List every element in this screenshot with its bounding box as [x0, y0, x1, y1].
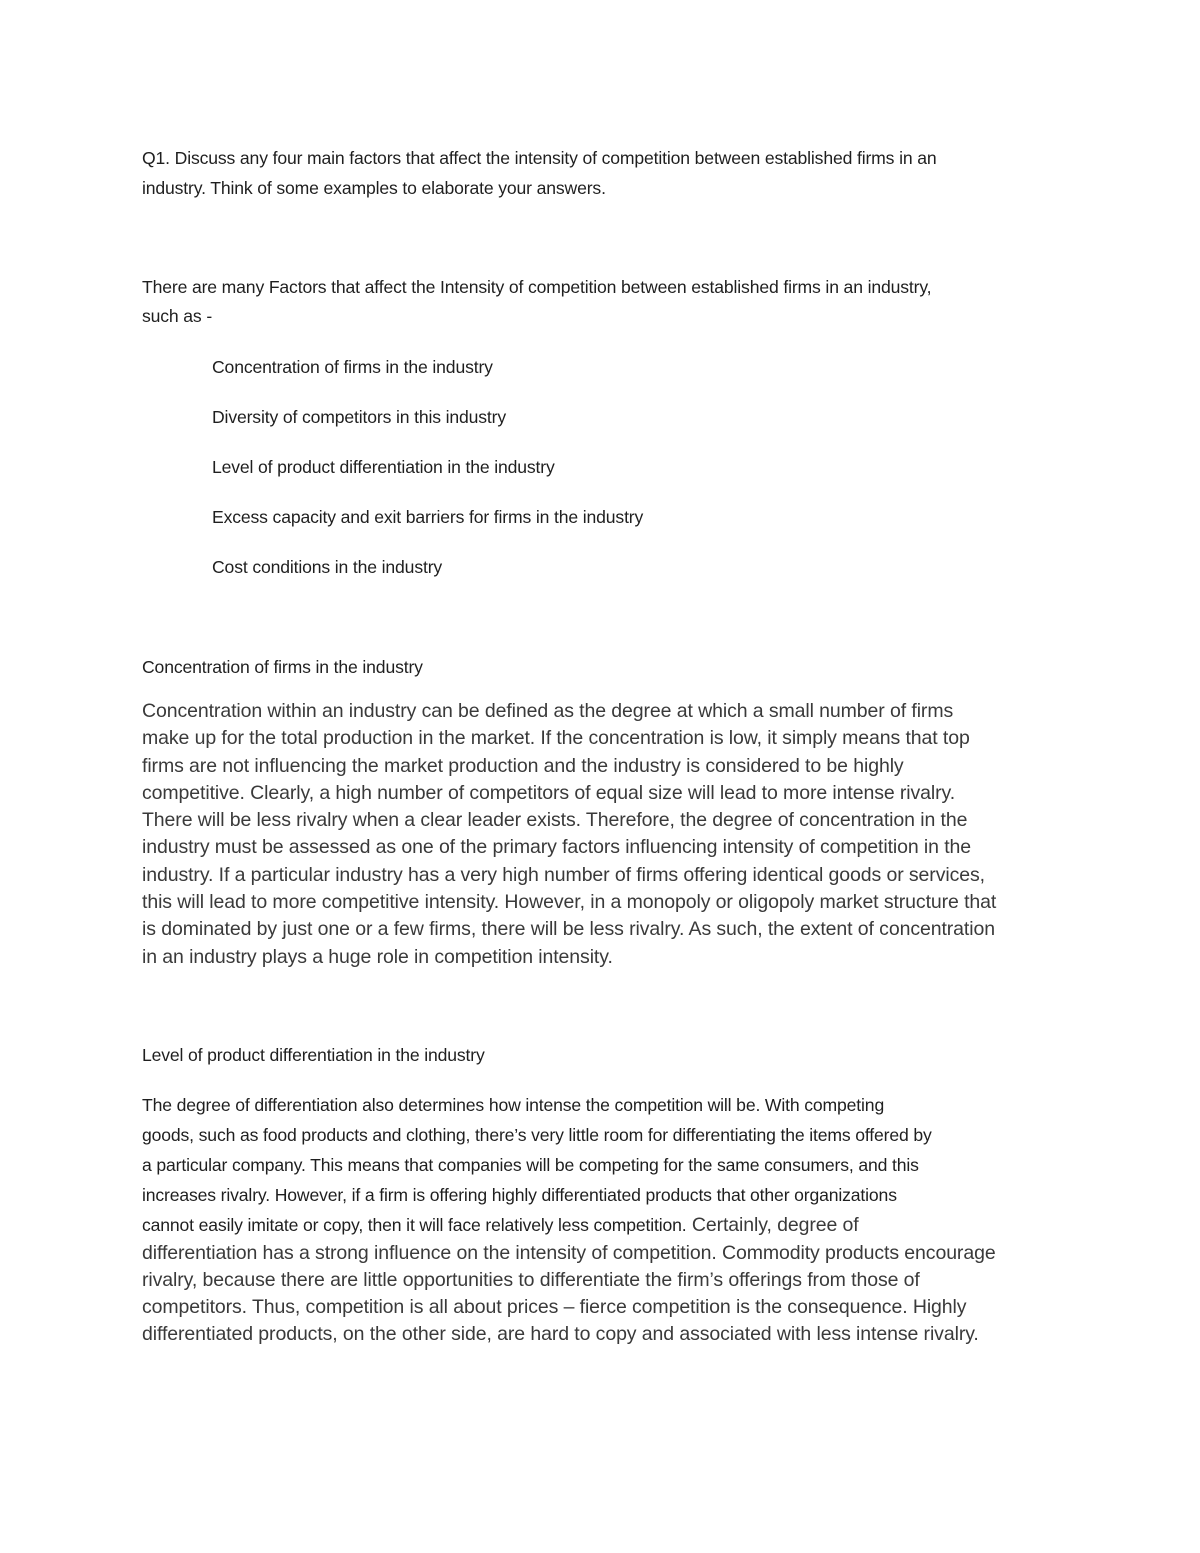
mixed-line-arial: Certainly, degree of	[686, 1214, 859, 1236]
paragraph-line: There will be less rivalry when a clear leader exists. Therefore, the degree of concentration in the	[142, 809, 968, 832]
paragraph-line: competitive. Clearly, a high number of competitors of equal size will lead to more intense rivalry.	[142, 781, 956, 804]
intro-line: There are many Factors that affect the Intensity of competition between established firms in an industry,	[142, 277, 932, 297]
paragraph-line: differentiated products, on the other side, are hard to copy and associated with less intense rivalry.	[142, 1323, 979, 1345]
factor-item: Excess capacity and exit barriers for firms in the industry	[212, 507, 644, 527]
factor-item: Level of product differentiation in the industry	[212, 457, 555, 477]
paragraph-line-mixed	[142, 1210, 1072, 1240]
mixed-line-calibri: cannot easily imitate or copy, then it will face relatively less competition.	[142, 1215, 687, 1235]
section-paragraph-concentration	[142, 698, 1062, 971]
paragraph-line: increases rivalry. However, if a firm is offering highly differentiated products that other organizations	[142, 1185, 897, 1205]
paragraph-line: The degree of differentiation also determines how intense the competition will be. With competing	[142, 1095, 885, 1115]
paragraph-line: Concentration within an industry can be defined as the degree at which a small number of firms	[142, 700, 954, 722]
paragraph-line: goods, such as food products and clothing, there’s very little room for differentiating the items offered by	[142, 1125, 932, 1145]
section-paragraph-differentiation	[142, 1090, 1072, 1348]
paragraph-line: rivalry, because there are little opportunities to differentiate the firm’s offerings from those of	[142, 1269, 920, 1291]
paragraph-line: in an industry plays a huge role in competition intensity.	[142, 945, 613, 968]
factor-item: Concentration of firms in the industry	[212, 357, 493, 377]
question-text	[142, 143, 1062, 203]
factor-list	[212, 352, 643, 602]
intro-paragraph	[142, 273, 1062, 331]
paragraph-line: differentiation has a strong influence on the intensity of competition. Commodity products encourage	[142, 1242, 996, 1264]
section-heading-differentiation: Level of product differentiation in the industry	[142, 1045, 485, 1065]
paragraph-line: competitors. Thus, competition is all about prices – fierce competition is the consequence. Highly	[142, 1296, 967, 1318]
question-line: industry. Think of some examples to elaborate your answers.	[142, 178, 606, 198]
paragraph-line: is dominated by just one or a few firms, there will be less rivalry. As such, the extent of concentration	[142, 918, 995, 941]
paragraph-line: a particular company. This means that companies will be competing for the same consumers, and this	[142, 1155, 919, 1175]
paragraph-line: industry must be assessed as one of the primary factors influencing intensity of competition in the	[142, 836, 972, 859]
paragraph-line: this will lead to more competitive intensity. However, in a monopoly or oligopoly market structure that	[142, 891, 997, 914]
question-line: Q1. Discuss any four main factors that affect the intensity of competition between established firms in an	[142, 148, 937, 168]
intro-line: such as -	[142, 306, 213, 326]
factor-item: Cost conditions in the industry	[212, 557, 443, 577]
section-heading-concentration: Concentration of firms in the industry	[142, 657, 423, 677]
paragraph-line: make up for the total production in the market. If the concentration is low, it simply means that top	[142, 727, 970, 750]
paragraph-line: firms are not influencing the market production and the industry is considered to be highly	[142, 754, 904, 777]
paragraph-line: industry. If a particular industry has a very high number of firms offering identical goods or services,	[142, 863, 985, 886]
factor-item: Diversity of competitors in this industry	[212, 407, 507, 427]
